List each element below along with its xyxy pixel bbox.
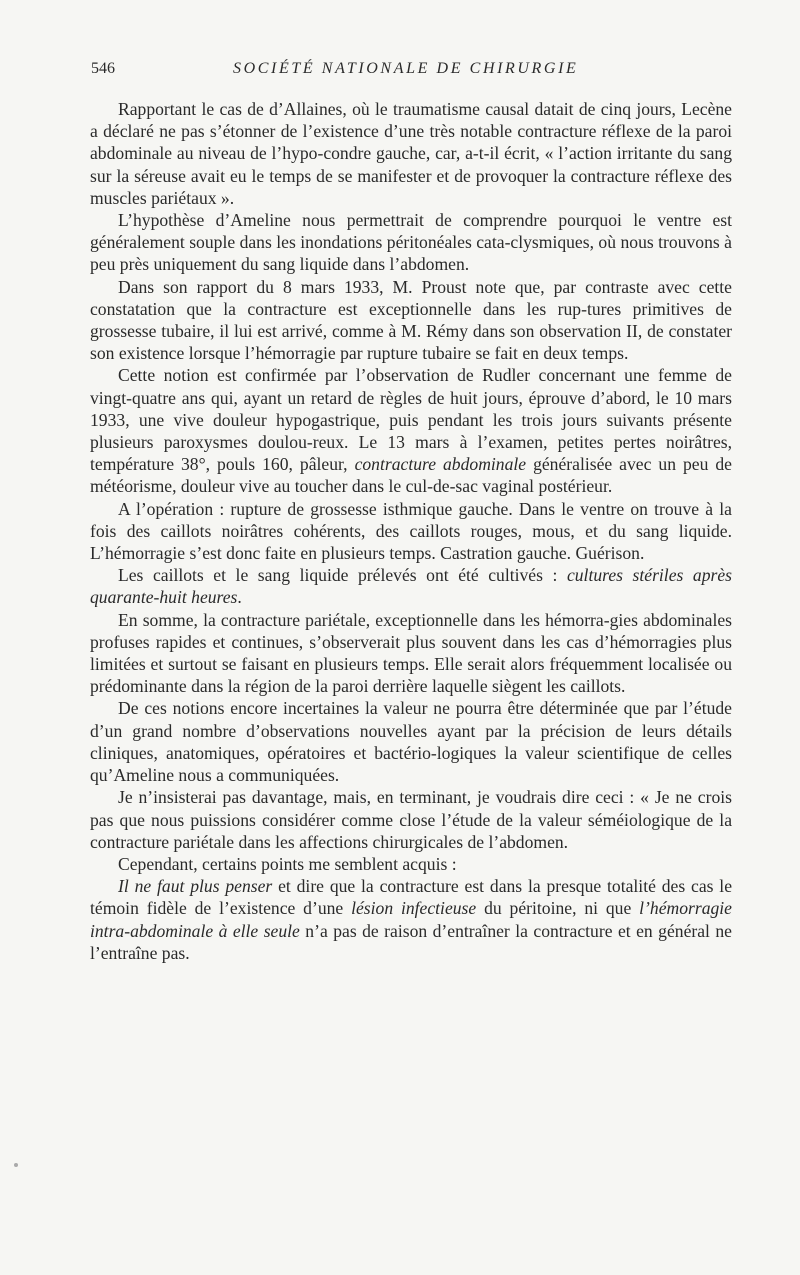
italic-run: lésion infectieuse [351, 898, 477, 919]
text-run: Dans son rapport du 8 mars 1933, M. Proust note que, par contraste avec cette constatation que la contracture est exceptionnelle dans les rup-tures primitives de grossesse tubaire, il lui est arrivé, comme à M. Rémy dans son observation II, de constater son existence lorsque l’hémorragie par rupture tubaire se fait en deux temps. [90, 276, 732, 364]
italic-run: l’hémorragie intra-abdominale à elle seule [90, 898, 732, 941]
italic-run: Il ne faut plus penser [118, 876, 273, 897]
text-run: Rapportant le cas de d’Allaines, où le traumatisme causal datait de cinq jours, Lecène a déclaré ne pas s’étonner de l’existence d’une très notable contracture réflexe de la paroi abdominale au niveau de l’hypo-condre gauche, car, a-t-il écrit, « l’action irritante du sang sur la séreuse avait eu le temps de se manifester et de provoquer la contracture réflexe des muscles pariétaux ». [90, 99, 732, 208]
running-title: SOCIÉTÉ NATIONALE DE CHIRURGIE [233, 60, 579, 77]
body-text [90, 98, 732, 964]
paragraph [90, 875, 732, 964]
paragraph [90, 498, 732, 565]
paragraph [90, 697, 732, 786]
text-run: Cependant, certains points me semblent acquis : [118, 853, 457, 874]
paragraph [90, 209, 732, 276]
paragraph [90, 564, 732, 608]
text-run: n’a pas de raison d’entraîner la contracture et en général ne l’entraîne pas. [90, 920, 732, 963]
text-run: De ces notions encore incertaines la valeur ne pourra être déterminée que par l’étude d’un grand nombre d’observations nouvelles ayant par la précision de leurs détails cliniques, anatomiques, opératoires et bactério-logiques la valeur scientifique de celles qu’Ameline nous a communiquées. [90, 698, 732, 786]
paragraph [90, 276, 732, 365]
paragraph [90, 786, 732, 853]
paragraph [90, 609, 732, 698]
text-run: L’hypothèse d’Ameline nous permettrait de comprendre pourquoi le ventre est généralement souple dans les inondations péritonéales cata-clysmiques, où nous trouvons à peu près uniquement du sang liquide dans l’abdomen. [90, 210, 732, 275]
text-run: A l’opération : rupture de grossesse isthmique gauche. Dans le ventre on trouve à la fois des caillots noirâtres cohérents, des caillots rouges, mous, et du sang liquide. L’hémorragie s’est donc faite en plusieurs temps. Castration gauche. Guérison. [90, 498, 732, 564]
text-run: Les caillots et le sang liquide prélevés ont été cultivés : [118, 565, 567, 586]
paragraph [90, 98, 732, 209]
italic-run: cultures stériles après quarante-huit heures [90, 565, 732, 608]
text-run: Je n’insisterai pas davantage, mais, en terminant, je voudrais dire ceci : « Je ne crois pas que nous puissions considérer comme close l’étude de la valeur séméiologique de la contracture pariétale dans les affections chirurgicales de l’abdomen. [90, 787, 732, 852]
italic-run: contracture abdominale [354, 454, 527, 475]
text-run: En somme, la contracture pariétale, exceptionnelle dans les hémorra-gies abdominales profuses rapides et continues, s’observerait plus souvent dans les cas d’hémorragies plus limitées et surtout se faisant en plusieurs temps. Elle serait alors fréquemment localisée ou prédominante dans la région de la paroi derrière laquelle siègent les caillots. [90, 609, 732, 697]
text-run: du péritoine, ni que [476, 898, 640, 919]
running-header [91, 60, 733, 86]
scan-speck [14, 1163, 18, 1167]
page-number: 546 [91, 60, 115, 77]
text-run: et dire que la contracture est dans la presque totalité des cas le témoin fidèle de l’existence d’une [90, 876, 732, 919]
paragraph [90, 364, 732, 497]
text-run: . [237, 587, 242, 608]
paragraph [90, 853, 732, 875]
text-run: Cette notion est confirmée par l’observation de Rudler concernant une femme de vingt-quatre ans qui, ayant un retard de règles de huit jours, éprouve d’abord, le 10 mars 1933, une vive douleur hypogastrique, puis pendant les trois jours suivants présente plusieurs paroxysmes doulou-reux. Le 13 mars à l’examen, petites pertes noirâtres, température 38°, pouls 160, pâleur, [90, 365, 732, 475]
text-run: généralisée avec un peu de météorisme, douleur vive au toucher dans le cul-de-sac vaginal postérieur. [90, 454, 732, 497]
